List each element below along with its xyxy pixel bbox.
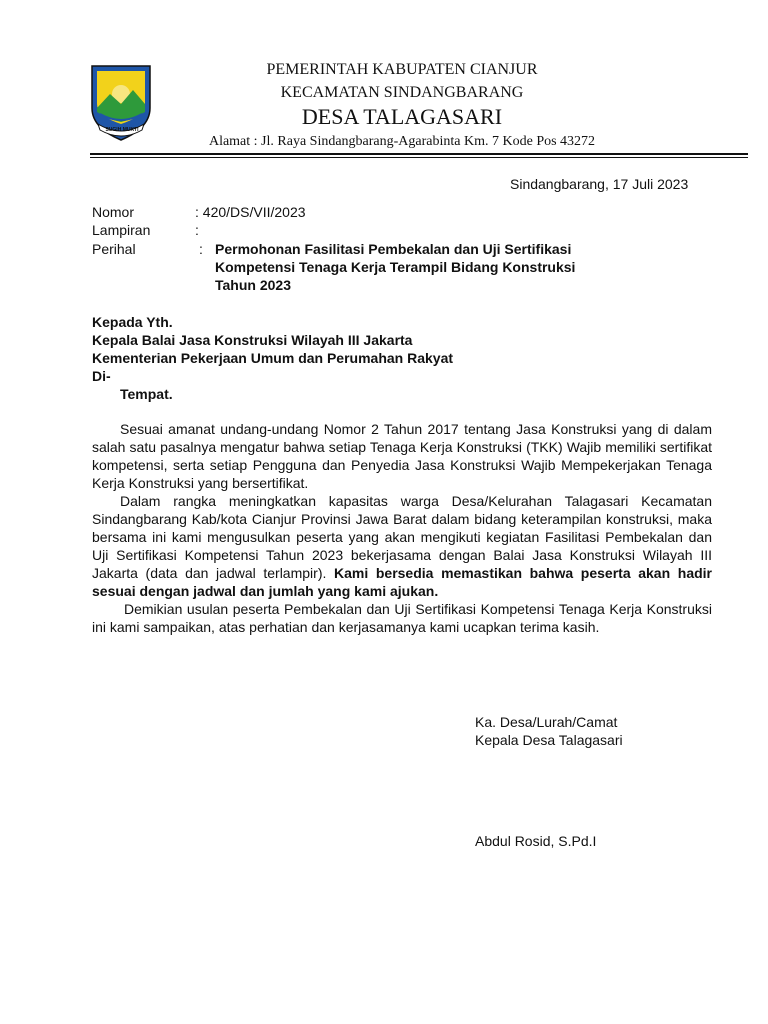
perihal-colon: : <box>199 241 203 257</box>
perihal-line-3: Tahun 2023 <box>215 277 291 293</box>
lampiran-label: Lampiran <box>92 222 151 238</box>
paragraph-1: Sesuai amanat undang-undang Nomor 2 Tahun 2017 tentang Jasa Konstruksi yang di dalam salah satu pasalnya mengatur bahwa setiap Tenaga Kerja Konstruksi (TKK) Wajib memiliki sertifikat kompetensi, serta setiap Pengguna dan Penyedia Jasa Konstruksi Wajib Mempekerjakan Tenaga Kerja Konstruksi yang bersertifikat. <box>92 421 712 491</box>
lampiran-value: : <box>195 222 199 238</box>
header-village: DESA TALAGASARI <box>301 104 503 129</box>
signature-title: Ka. Desa/Lurah/Camat <box>475 714 618 730</box>
paragraph-2 <box>92 492 712 600</box>
header-district: KECAMATAN SINDANGBARANG <box>280 84 524 101</box>
recipient-office: Kepala Balai Jasa Konstruksi Wilayah III Jakarta <box>92 332 413 348</box>
perihal-label: Perihal <box>92 241 136 257</box>
recipient-ministry: Kementerian Pekerjaan Umum dan Perumahan Rakyat <box>92 350 454 366</box>
letterhead-rule-thin <box>90 157 748 158</box>
recipient-di: Di- <box>92 368 111 384</box>
perihal-line-2: Kompetensi Tenaga Kerja Terampil Bidang Konstruksi <box>215 259 576 275</box>
signature-position: Kepala Desa Talagasari <box>475 732 623 748</box>
letter-body <box>92 420 712 636</box>
letterhead-rule-thick <box>90 153 748 155</box>
nomor-label: Nomor <box>92 204 135 220</box>
recipient-salutation: Kepada Yth. <box>92 314 173 330</box>
logo-motto: SUGIH MUKTI <box>105 127 139 133</box>
header-address: Alamat : Jl. Raya Sindangbarang-Agarabinta Km. 7 Kode Pos 43272 <box>208 134 596 149</box>
header-government: PEMERINTAH KABUPATEN CIANJUR <box>266 61 538 78</box>
place-date: Sindangbarang, 17 Juli 2023 <box>510 176 689 192</box>
paragraph-2-emphasis: Kami bersedia memastikan bahwa peserta akan hadir sesuai dengan jadwal dan jumlah yang kami ajukan. <box>92 565 712 599</box>
nomor-value: : 420/DS/VII/2023 <box>195 204 306 220</box>
paragraph-3: Demikian usulan peserta Pembekalan dan Uji Sertifikasi Kompetensi Tenaga Kerja Konstruksi ini kami sampaikan, atas perhatian dan kerjasamanya kami ucapkan terima kasih. <box>92 601 712 635</box>
perihal-line-1: Permohonan Fasilitasi Pembekalan dan Uji Sertifikasi <box>215 241 572 257</box>
signatory-name: Abdul Rosid, S.Pd.I <box>475 833 597 849</box>
recipient-place: Tempat. <box>120 386 173 402</box>
paragraph-2-text: Dalam rangka meningkatkan kapasitas warga Desa/Kelurahan Talagasari Kecamatan Sindangbarang Kab/kota Cianjur Provinsi Jawa Barat dalam bidang keterampilan konstruksi, maka bersama ini kami mengusulkan peserta yang akan mengikuti kegiatan Fasilitasi Pembekalan dan Uji Sertifikasi Kompetensi Tahun 2023 bekerjasama dengan Balai Jasa Konstruksi Wilayah III Jakarta (data dan jadwal terlampir). <box>92 493 712 581</box>
